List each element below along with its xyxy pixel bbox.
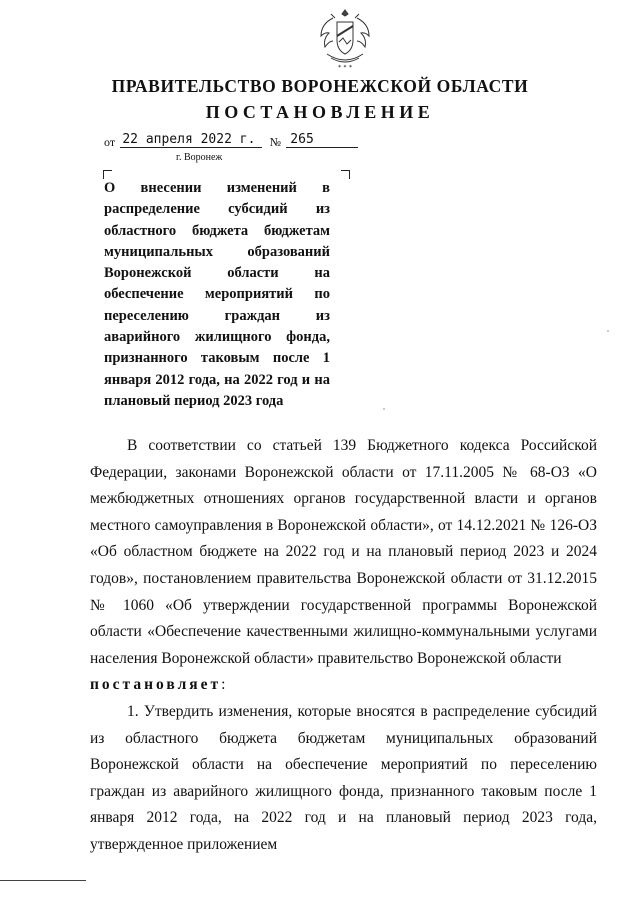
coat-of-arms-emblem bbox=[317, 8, 373, 70]
date-field: 22 апреля 2022 г. bbox=[120, 132, 262, 148]
number-field: 265 bbox=[286, 132, 358, 148]
city-label: г. Воронеж bbox=[176, 152, 223, 163]
footer-rule bbox=[0, 880, 86, 881]
subject-bracket-top-right bbox=[341, 170, 350, 179]
date-number-row bbox=[104, 134, 358, 151]
body-paragraph-item-1: 1. Утвердить изменения, которые вносятся в распределение субсидий из областного бюджета бюджетам муниципальных образований Воронежской области на обеспечение мероприятий по переселению граждан из аварийного жилищного фонда, признанного таковым после 1 января 2012 года, на 2022 год и на плановый период 2023 года, утвержденное приложением bbox=[90, 702, 597, 853]
svg-text:✶ ✶ ✶: ✶ ✶ ✶ bbox=[337, 65, 353, 70]
document-body bbox=[90, 433, 597, 859]
resolve-line bbox=[90, 672, 597, 699]
scan-speck bbox=[383, 408, 385, 410]
organization-title: ПРАВИТЕЛЬСТВО ВОРОНЕЖСКОЙ ОБЛАСТИ bbox=[111, 76, 529, 96]
resolve-punct: : bbox=[221, 676, 226, 694]
scan-speck bbox=[607, 330, 609, 332]
number-label: № bbox=[269, 135, 282, 149]
document-subject: О внесении изменений в распределение субсидий из областного бюджета бюджетам муниципальных образований Воронежской области на обеспечение мероприятий по переселению граждан из аварийного жилищного фонда, признанного таковым после 1 января 2012 года, на 2022 год и на плановый период 2023 года bbox=[104, 180, 330, 409]
document-type-title: ПОСТАНОВЛЕНИЕ bbox=[205, 102, 435, 122]
body-paragraph-preamble: В соответствии со статьей 139 Бюджетного кодекса Российской Федерации, законами Воронежской области от 17.11.2005 № 68-ОЗ «О межбюджетных отношениях органов государственной власти и органов местного самоуправления в Воронежской области», от 14.12.2021 № 126-ОЗ «Об областном бюджете на 2022 год и на плановый период 2023 и 2024 годов», постановлением правительства Воронежской области от 31.12.2015 № 1060 «Об утверждении государственной программы Воронежской области «Обеспечение качественными жилищно-коммунальными услугами населения Воронежской области» правительство Воронежской области bbox=[90, 437, 597, 667]
resolve-word: постановляет bbox=[90, 676, 222, 694]
date-prefix-label: от bbox=[104, 135, 116, 149]
